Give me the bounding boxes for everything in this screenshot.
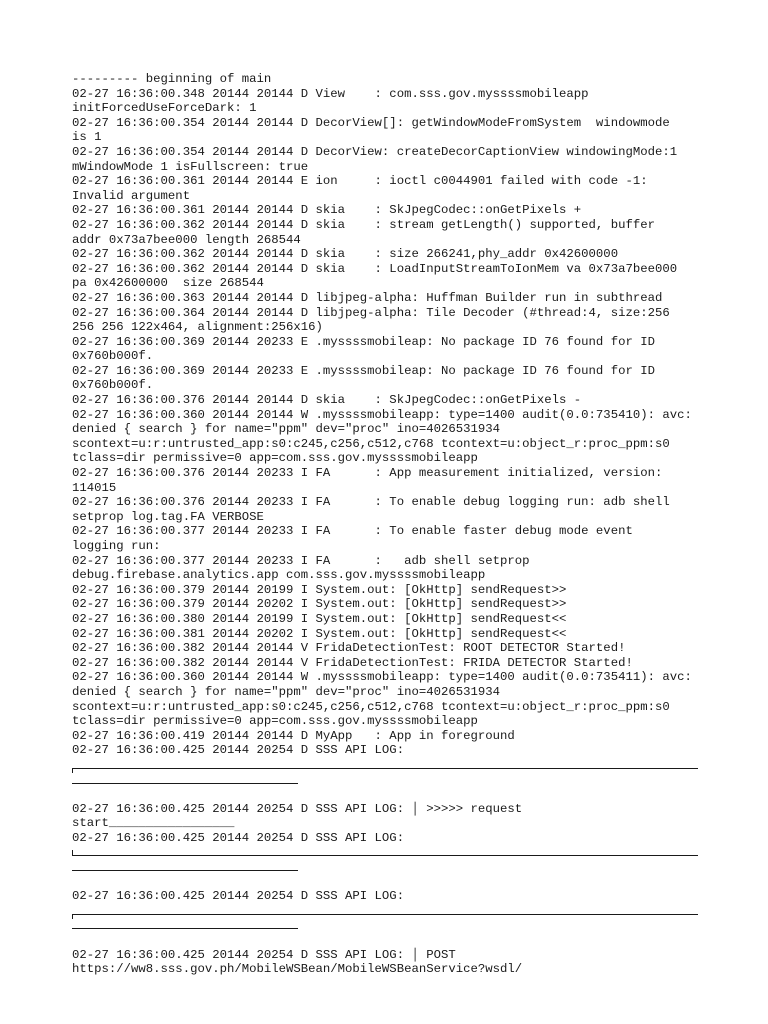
horizontal-rule [72, 783, 298, 784]
log-line: 02-27 16:36:00.362 20144 20144 D skia : stream getLength() supported, buffer [72, 217, 655, 232]
log-line: 02-27 16:36:00.369 20144 20233 E .myssssmobileap: No package ID 76 found for ID [72, 363, 655, 378]
horizontal-rule [72, 870, 298, 871]
log-line: 02-27 16:36:00.363 20144 20144 D libjpeg-alpha: Huffman Builder run in subthread [72, 290, 663, 305]
log-line: denied { search } for name="ppm" dev="proc" ino=4026531934 [72, 422, 501, 437]
log-line: 02-27 16:36:00.360 20144 20144 W .myssssmobileapp: type=1400 audit(0.0:735410): avc: [72, 407, 692, 422]
log-line: 02-27 16:36:00.381 20144 20202 I System.out: [OkHttp] sendRequest<< [72, 626, 567, 641]
log-line: 0x760b000f. [72, 349, 154, 364]
api-log-line: 02-27 16:36:00.425 20144 20254 D SSS API LOG: │ >>>>> request [72, 801, 523, 816]
log-line: mWindowMode 1 isFullscreen: true [72, 159, 309, 174]
box-border-continuation [72, 918, 298, 933]
log-line: 02-27 16:36:00.376 20144 20233 I FA : To enable debug logging run: adb shell [72, 495, 670, 510]
log-line: debug.firebase.analytics.app com.sss.gov.myssssmobileapp [72, 568, 486, 583]
box-corner-bottom-left [72, 850, 73, 855]
horizontal-rule [72, 768, 698, 769]
log-line: 02-27 16:36:00.376 20144 20144 D skia : SkJpegCodec::onGetPixels - [72, 393, 582, 408]
log-line: 02-27 16:36:00.377 20144 20233 I FA : To enable faster debug mode event [72, 524, 633, 539]
log-line: 02-27 16:36:00.419 20144 20144 D MyApp : App in foreground [72, 728, 515, 743]
log-line: tclass=dir permissive=0 app=com.sss.gov.myssssmobileapp [72, 714, 478, 729]
box-top-border [72, 904, 698, 919]
log-line: 02-27 16:36:00.376 20144 20233 I FA : App measurement initialized, version: [72, 466, 663, 481]
log-line: 0x760b000f. [72, 378, 154, 393]
log-header: --------- beginning of main [72, 72, 272, 86]
box-border-continuation [72, 860, 298, 875]
log-line: 02-27 16:36:00.379 20144 20199 I System.out: [OkHttp] sendRequest>> [72, 582, 567, 597]
log-line: 02-27 16:36:00.425 20144 20254 D SSS API LOG: [72, 743, 405, 758]
log-line: 02-27 16:36:00.354 20144 20144 D DecorView[]: getWindowModeFromSystem windowmode [72, 115, 670, 130]
log-line: 02-27 16:36:00.361 20144 20144 D skia : SkJpegCodec::onGetPixels + [72, 203, 582, 218]
log-line: addr 0x73a7bee000 length 268544 [72, 232, 301, 247]
log-line: scontext=u:r:untrusted_app:s0:c245,c256,c512,c768 tcontext=u:object_r:proc_ppm:s0 [72, 699, 670, 714]
log-line: 256 256 122x464, alignment:256x16) [72, 320, 323, 335]
log-line: 02-27 16:36:00.361 20144 20144 E ion : ioctl c0044901 failed with code -1: [72, 174, 648, 189]
api-log-line: 02-27 16:36:00.425 20144 20254 D SSS API LOG: [72, 830, 405, 845]
log-line: initForcedUseForceDark: 1 [72, 101, 257, 116]
blank-line [72, 875, 698, 890]
box-bottom-border [72, 845, 698, 860]
log-line: 02-27 16:36:00.369 20144 20233 E .myssssmobileap: No package ID 76 found for ID [72, 334, 655, 349]
log-line: is 1 [72, 130, 102, 145]
horizontal-rule [72, 928, 298, 929]
log-line: setprop log.tag.FA VERBOSE [72, 509, 264, 524]
log-line: 114015 [72, 480, 117, 495]
log-line: logging run: [72, 539, 161, 553]
blank-line [72, 933, 698, 948]
log-line: 02-27 16:36:00.377 20144 20233 I FA : adb shell setprop [72, 553, 530, 568]
log-document [72, 72, 698, 977]
log-line: denied { search } for name="ppm" dev="proc" ino=4026531934 [72, 684, 501, 699]
log-line: 02-27 16:36:00.382 20144 20144 V FridaDetectionTest: FRIDA DETECTOR Started! [72, 655, 633, 670]
blank-line [72, 787, 698, 802]
log-line: 02-27 16:36:00.380 20144 20199 I System.out: [OkHttp] sendRequest<< [72, 611, 567, 626]
api-log-line: start_________________ [72, 816, 235, 831]
box-top-border [72, 758, 698, 773]
log-line: 02-27 16:36:00.379 20144 20202 I System.out: [OkHttp] sendRequest>> [72, 597, 567, 612]
log-line: tclass=dir permissive=0 app=com.sss.gov.myssssmobileapp [72, 451, 478, 466]
log-line: 02-27 16:36:00.354 20144 20144 D DecorView: createDecorCaptionView windowingMode:1 [72, 144, 678, 159]
log-line: 02-27 16:36:00.348 20144 20144 D View : com.sss.gov.myssssmobileapp [72, 86, 589, 101]
log-line: 02-27 16:36:00.362 20144 20144 D skia : size 266241,phy_addr 0x42600000 [72, 247, 619, 262]
log-line: 02-27 16:36:00.362 20144 20144 D skia : LoadInputStreamToIonMem va 0x73a7bee000 [72, 261, 678, 276]
log-line: 02-27 16:36:00.382 20144 20144 V FridaDetectionTest: ROOT DETECTOR Started! [72, 641, 626, 656]
api-log-line: https://ww8.sss.gov.ph/MobileWSBean/MobileWSBeanService?wsdl/ [72, 962, 523, 977]
log-line: 02-27 16:36:00.360 20144 20144 W .myssssmobileapp: type=1400 audit(0.0:735411): avc: [72, 670, 692, 685]
horizontal-rule [72, 855, 698, 856]
api-log-line: 02-27 16:36:00.425 20144 20254 D SSS API LOG: [72, 889, 405, 904]
log-line: 02-27 16:36:00.364 20144 20144 D libjpeg-alpha: Tile Decoder (#thread:4, size:256 [72, 305, 670, 320]
box-border-continuation [72, 773, 298, 788]
log-line: Invalid argument [72, 188, 191, 203]
horizontal-rule [72, 914, 698, 915]
log-line: scontext=u:r:untrusted_app:s0:c245,c256,c512,c768 tcontext=u:object_r:proc_ppm:s0 [72, 436, 670, 451]
api-log-line: 02-27 16:36:00.425 20144 20254 D SSS API LOG: │ POST [72, 947, 456, 962]
log-line: pa 0x42600000 size 268544 [72, 276, 264, 291]
